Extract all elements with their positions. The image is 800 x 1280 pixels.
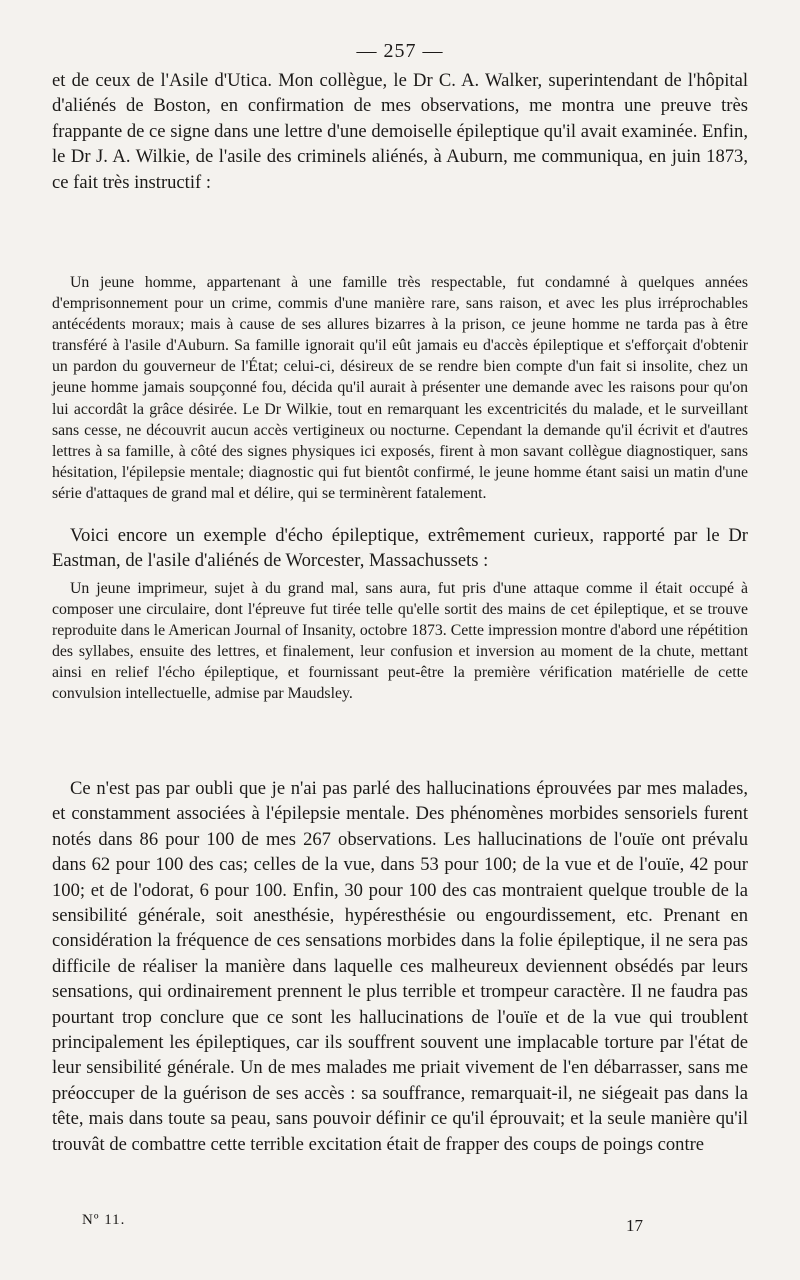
paragraph-5: Ce n'est pas par oubli que je n'ai pas parlé des hallucinations éprouvées par mes malades, et constamment associées à l'épilepsie mentale. Des phénomènes morbides sensoriels furent notés dans 86 pour 100 de mes 267 observations. Les hallucinations de l'ouïe ont prévalu dans 62 pour 100 des cas; celles de la vue, dans 53 pour 100; de la vue et de l'ouïe, 42 pour 100; et de l'odorat, 6 pour 100. Enfin, 30 pour 100 des cas montraient quelque trouble de la sensibilité générale, soit anesthésie, hypéresthésie ou engourdissement, etc. Prenant en considération la fréquence de ces sensations morbides dans la folie épileptique, il ne sera pas difficile de réaliser la manière dans laquelle ces malheureux deviennent obsédés par leurs sensations, qui ordinairement prennent le plus terrible et trompeur caractère. Il ne faudra pas pourtant trop conclure que ce sont les hallucinations de l'ouïe et de la vue qui troublent principalement les épileptiques, car ils souffrent souvent une implacable torture par l'état de leur sensibilité générale. Un de mes malades me priait vivement de l'en débarrasser, sans me préoccuper de la guérison de ses accès : sa souffrance, remarquait-il, ne siégeait pas dans la tête, mais dans toute sa peau, sans pouvoir définir ce qu'il éprouvait; et la seule manière qu'il trouvât de combattre cette terrible excitation était de frapper des coups de poings contre	[52, 778, 748, 1155]
signature-mark: Nº 11.	[82, 1212, 126, 1228]
paragraph-1: et de ceux de l'Asile d'Utica. Mon collègue, le Dr C. A. Walker, superintendant de l'hôpital d'aliénés de Boston, en confirmation de mes observations, me montra une preuve très frappante de ce signe dans une lettre d'une demoiselle épileptique qu'il avait examinée. Enfin, le Dr J. A. Wilkie, de l'asile des criminels aliénés, à Auburn, me communiqua, en juin 1873, ce fait très instructif :	[52, 70, 748, 193]
paragraph-3: Voici encore un exemple d'écho épileptique, extrêmement curieux, rapporté par le Dr Eastman, de l'asile d'aliénés de Worcester, Massachussets :	[52, 525, 748, 572]
page-number: — 257 —	[356, 40, 444, 62]
paragraph-4-quoted-case: Un jeune imprimeur, sujet à du grand mal, sans aura, fut pris d'une attaque comme il était occupé à composer une circulaire, dont l'épreuve fut tirée telle qu'elle sortit des mains de cet épileptique, et se trouve reproduite dans le American Journal of Insanity, octobre 1873. Cette impression montre d'abord une répétition des syllabes, ensuite des lettres, et finalement, leur confusion et inversion au moment de la chute, mettant ainsi en relief l'écho épileptique, et fournissant peut-être la première vérification matérielle de cette convulsion intellectuelle, admise par Maudsley.	[52, 580, 748, 703]
sheet-number: 17	[626, 1216, 643, 1235]
paragraph-2-quoted-case: Un jeune homme, appartenant à une famille très respectable, fut condamné à quelques années d'emprisonnement pour un crime, commis d'une manière rare, sans raison, et avec les plus irréprochables antécédents moraux; mais à cause de ses allures bizarres à la prison, ce jeune homme ne tarda pas à être transféré à l'asile d'Auburn. Sa famille ignorait qu'il eût jamais eu d'accès épileptique et s'efforçait d'obtenir un pardon du gouverneur de l'État; celui-ci, désireux de se rendre bien compte d'un fait si insolite, chez un jeune homme jamais soupçonné fou, décida qu'il aurait à présenter une demande avec les raisons pour qu'on lui accordât la grâce désirée. Le Dr Wilkie, tout en remarquant les excentricités du malade, et le surveillant sans cesse, ne découvrit aucun accès vertigineux ou nocturne. Cependant la demande qu'il écrivit et d'autres lettres à sa famille, à côté des signes physiques ici exposés, firent à mon savant collègue diagnostiquer, sans hésitation, l'épilepsie mentale; diagnostic qui fut bientôt confirmé, le jeune homme étant saisi un matin d'une série d'attaques de grand mal et délire, qui se terminèrent fatalement.	[52, 274, 748, 502]
